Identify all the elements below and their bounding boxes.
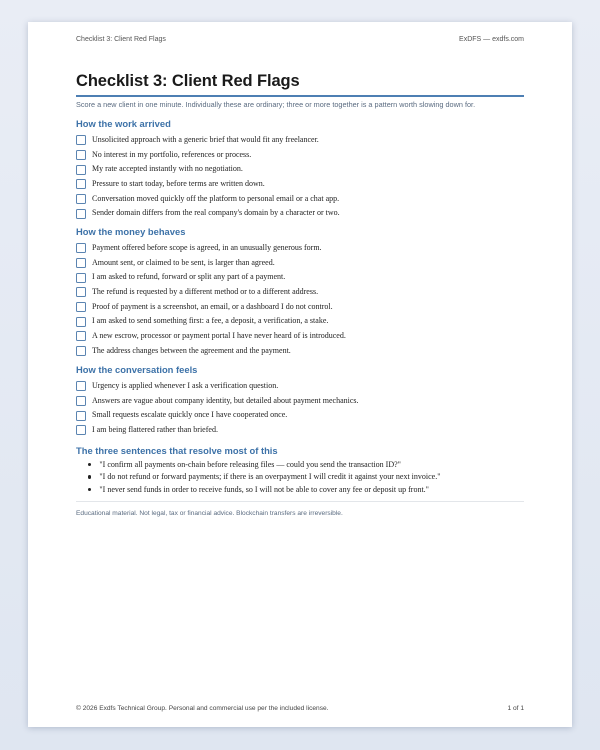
checklist-item[interactable]	[76, 191, 340, 206]
checklist-item[interactable]	[76, 269, 346, 284]
checkbox[interactable]	[76, 346, 86, 356]
checkbox[interactable]	[76, 411, 86, 421]
checklist-item-label: I am asked to refund, forward or split any part of a payment.	[92, 272, 286, 282]
checkbox[interactable]	[76, 331, 86, 341]
checkbox[interactable]	[76, 209, 86, 219]
checklist-item[interactable]	[76, 161, 340, 176]
title-divider	[76, 95, 524, 97]
checklist-item[interactable]	[76, 176, 340, 191]
checkbox[interactable]	[76, 179, 86, 189]
checklist-item-label: Pressure to start today, before terms are written down.	[92, 178, 265, 188]
checklist-money-behaves	[76, 240, 346, 358]
checklist-item-label: Conversation moved quickly off the platform to personal email or a chat app.	[92, 193, 340, 203]
checkbox[interactable]	[76, 243, 86, 253]
checklist-item[interactable]	[76, 132, 340, 147]
intro-text: Score a new client in one minute. Individually these are ordinary; three or more together is a pattern worth slowing down for.	[76, 100, 476, 109]
checklist-item[interactable]	[76, 393, 359, 408]
checklist-item[interactable]	[76, 284, 346, 299]
checklist-item[interactable]	[76, 343, 346, 358]
section-heading-work-arrived: How the work arrived	[76, 118, 171, 129]
page-number: 1 of 1	[507, 705, 524, 712]
running-header-site: ExDFS — exdfs.com	[459, 36, 524, 43]
checklist-item-label: The address changes between the agreement and the payment.	[92, 345, 291, 355]
checkbox[interactable]	[76, 150, 86, 160]
section-heading-resolve: The three sentences that resolve most of this	[76, 445, 278, 456]
checklist-conversation-feels	[76, 378, 359, 437]
checklist-item[interactable]	[76, 407, 359, 422]
list-item	[88, 458, 441, 471]
checklist-item[interactable]	[76, 378, 359, 393]
checkbox[interactable]	[76, 425, 86, 435]
section-heading-conversation-feels: How the conversation feels	[76, 364, 198, 375]
checklist-item[interactable]	[76, 240, 346, 255]
checklist-item-label: The refund is requested by a different method or to a different address.	[92, 286, 319, 296]
checklist-item-label: I am asked to send something first: a fee, a deposit, a verification, a stake.	[92, 316, 329, 326]
bullet-icon	[88, 475, 91, 478]
checklist-item[interactable]	[76, 422, 359, 437]
document-page	[28, 22, 572, 727]
section-divider	[76, 501, 524, 502]
checklist-item[interactable]	[76, 255, 346, 270]
checkbox[interactable]	[76, 135, 86, 145]
checklist-item[interactable]	[76, 205, 340, 220]
checklist-item-label: Unsolicited approach with a generic brief that would fit any freelancer.	[92, 134, 319, 144]
checklist-item-label: Proof of payment is a screenshot, an email, or a dashboard I do not control.	[92, 301, 333, 311]
checklist-item-label: Payment offered before scope is agreed, in an unusually generous form.	[92, 242, 322, 252]
checkbox[interactable]	[76, 302, 86, 312]
checkbox[interactable]	[76, 194, 86, 204]
checkbox[interactable]	[76, 258, 86, 268]
checkbox[interactable]	[76, 165, 86, 175]
running-header	[76, 36, 524, 43]
checklist-item-label: Small requests escalate quickly once I have cooperated once.	[92, 410, 288, 420]
checkbox[interactable]	[76, 287, 86, 297]
checklist-item[interactable]	[76, 299, 346, 314]
page-title: Checklist 3: Client Red Flags	[76, 72, 300, 90]
bullet-icon	[88, 488, 91, 491]
checklist-item-label: No interest in my portfolio, references or process.	[92, 149, 252, 159]
disclaimer-text: Educational material. Not legal, tax or financial advice. Blockchain transfers are irreversible.	[76, 510, 343, 517]
running-header-title: Checklist 3: Client Red Flags	[76, 36, 166, 43]
checkbox[interactable]	[76, 396, 86, 406]
checklist-item-label: Sender domain differs from the real company's domain by a character or two.	[92, 208, 340, 218]
checkbox[interactable]	[76, 273, 86, 283]
section-heading-money-behaves: How the money behaves	[76, 226, 186, 237]
checklist-item[interactable]	[76, 313, 346, 328]
page-footer	[76, 705, 524, 712]
resolve-sentence: "I do not refund or forward payments; if there is an overpayment I will credit it against your next invoice."	[99, 472, 441, 482]
checklist-item[interactable]	[76, 328, 346, 343]
checklist-item-label: My rate accepted instantly with no negotiation.	[92, 164, 243, 174]
checklist-item-label: I am being flattered rather than briefed.	[92, 424, 218, 434]
checkbox[interactable]	[76, 317, 86, 327]
checklist-item-label: A new escrow, processor or payment portal I have never heard of is introduced.	[92, 330, 346, 340]
list-item	[88, 483, 441, 496]
checklist-item[interactable]	[76, 147, 340, 162]
resolve-sentence: "I confirm all payments on-chain before releasing files — could you send the transaction ID?"	[99, 459, 401, 469]
footer-copyright: © 2026 Exdfs Technical Group. Personal and commercial use per the included license.	[76, 705, 329, 712]
resolve-sentence-list	[88, 458, 441, 496]
checklist-item-label: Urgency is applied whenever I ask a verification question.	[92, 380, 279, 390]
checkbox[interactable]	[76, 381, 86, 391]
checklist-work-arrived	[76, 132, 340, 220]
resolve-sentence: "I never send funds in order to receive funds, so I will not be able to cover any fee or deposit up front."	[99, 484, 429, 494]
list-item	[88, 471, 441, 484]
checklist-item-label: Answers are vague about company identity, but detailed about payment mechanics.	[92, 395, 359, 405]
checklist-item-label: Amount sent, or claimed to be sent, is larger than agreed.	[92, 257, 275, 267]
bullet-icon	[88, 463, 91, 466]
